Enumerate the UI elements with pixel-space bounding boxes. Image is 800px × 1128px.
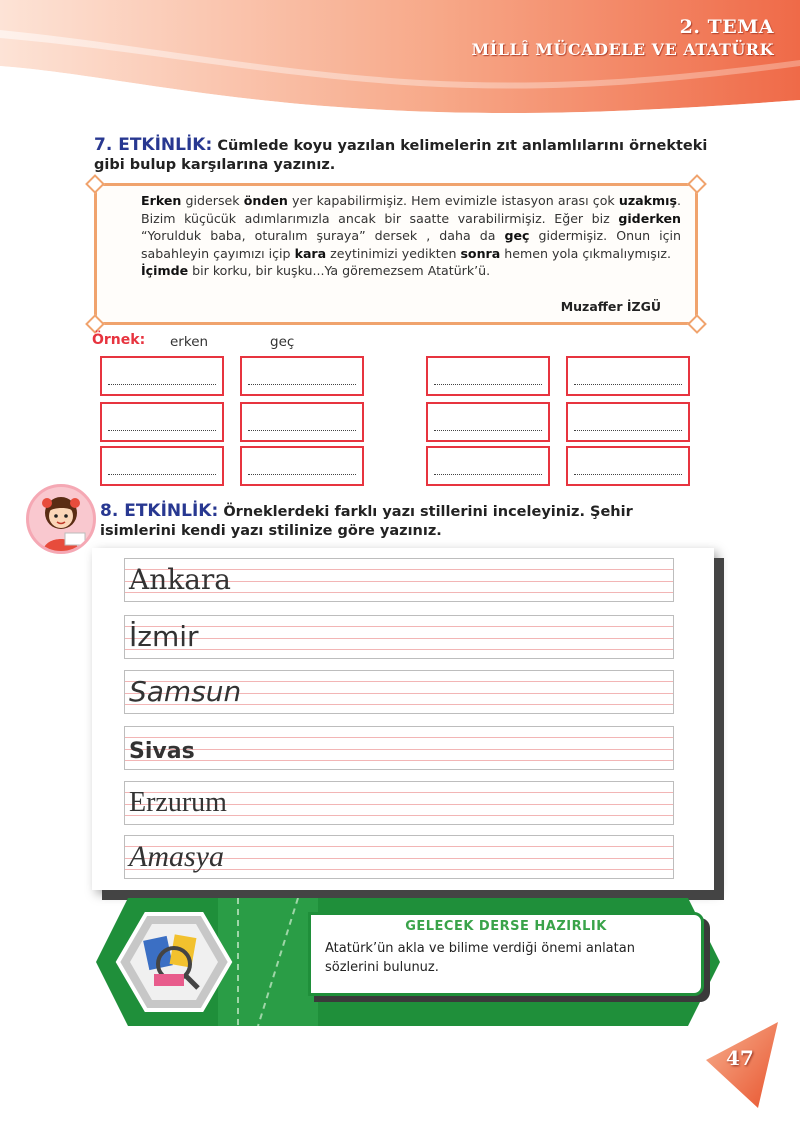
tema-number: 2. TEMA [679, 16, 774, 38]
next-lesson-section [88, 898, 728, 1026]
reading-passage-box [94, 183, 698, 325]
city-sample: İzmir [129, 620, 199, 653]
corner-ornament [687, 174, 707, 194]
page-number: 47 [726, 1046, 754, 1070]
girl-writing-icon [26, 484, 96, 554]
header-banner [0, 0, 800, 118]
writing-line[interactable] [124, 835, 674, 879]
activity-8-number: 8. ETKİNLİK: [100, 501, 219, 521]
writing-line[interactable] [124, 726, 674, 770]
corner-ornament [687, 314, 707, 334]
answer-box[interactable] [426, 356, 550, 396]
activity-7-heading [94, 136, 714, 175]
handwriting-panel [92, 548, 714, 890]
answer-box[interactable] [240, 446, 364, 486]
activity-8-heading [100, 502, 710, 541]
answer-box[interactable] [100, 446, 224, 486]
corner-ornament [85, 174, 105, 194]
writing-line[interactable] [124, 558, 674, 602]
answer-box[interactable] [240, 356, 364, 396]
next-lesson-title: GELECEK DERSE HAZIRLIK [405, 919, 607, 934]
answer-box[interactable] [426, 446, 550, 486]
city-sample: Ankara [129, 563, 231, 596]
answer-box[interactable] [240, 402, 364, 442]
example-word: erken [170, 334, 209, 350]
answer-box[interactable] [100, 402, 224, 442]
city-sample: Amasya [129, 840, 224, 873]
corner-ornament [85, 314, 105, 334]
writing-line[interactable] [124, 781, 674, 825]
writing-line[interactable] [124, 615, 674, 659]
writing-line[interactable] [124, 670, 674, 714]
passage-author: Muzaffer İZGÜ [560, 299, 661, 314]
answer-box[interactable] [100, 356, 224, 396]
example-answer: geç [270, 334, 295, 350]
answer-box[interactable] [426, 402, 550, 442]
activity-8-instruction: Örneklerdeki farklı yazı stillerini inceleyiniz. Şehir isimlerini kendi yazı stilinize göre yazınız. [100, 504, 633, 539]
activity-7-instruction: Cümlede koyu yazılan kelimelerin zıt anlamlılarını örnekteki gibi bulup karşılarına yazınız. [94, 138, 708, 173]
next-lesson-text: Atatürk’ün akla ve bilime verdiği önemi anlatan sözlerini bulunuz. [325, 941, 635, 975]
answer-box[interactable] [566, 446, 690, 486]
city-sample: Samsun [129, 675, 242, 708]
answer-box[interactable] [566, 356, 690, 396]
answer-box[interactable] [566, 402, 690, 442]
activity-7-number: 7. ETKİNLİK: [94, 135, 213, 155]
city-sample: Sivas [129, 739, 195, 764]
tema-title: MİLLÎ MÜCADELE VE ATATÜRK [471, 40, 774, 59]
passage-text: Erken gidersek önden yer kapabilirmişiz. Hem evimizle istasyon arası çok uzakmış. Bizim küçücük adımlarımızla ancak bir saatte varabilirmişiz. Eğer biz giderken “Yorulduk baba, oturalım şuraya” dersek , daha da geç gidermişiz. Onun için sabahleyin çayımızı içip kara zeytinimizi yedikten sonra hemen yola çıkmalıymışız. İçimde bir korku, bir kuşku...Ya göremezsem Atatürk’ü. [141, 193, 682, 278]
city-sample: Erzurum [129, 787, 227, 818]
example-label: Örnek: [92, 332, 146, 348]
next-lesson-box [308, 912, 704, 996]
